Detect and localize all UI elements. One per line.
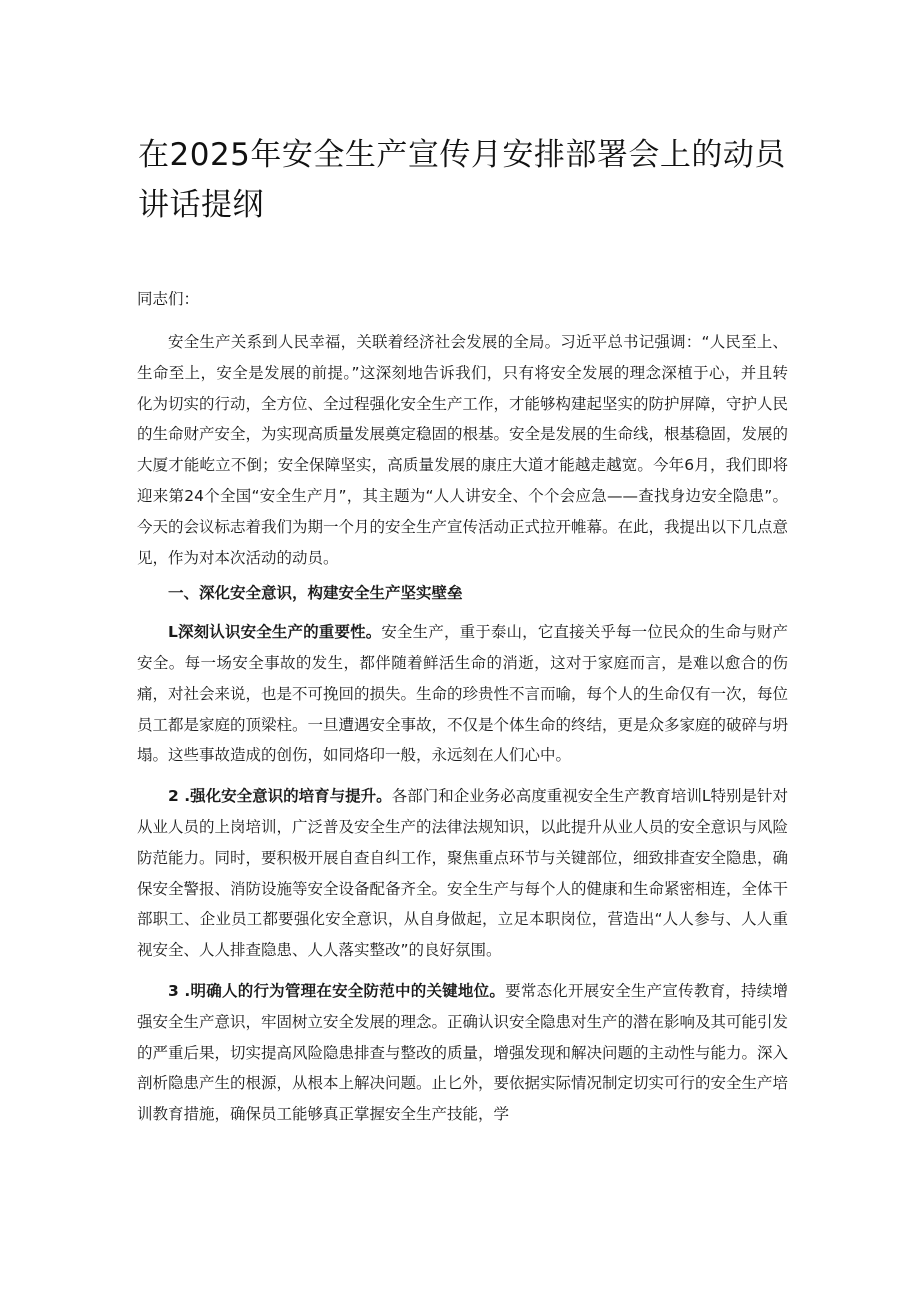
list-item-3-text: 要常态化开展安全生产宣传教育，持续增强安全生产意识，牢固树立安全发展的理念。正确认识安全隐患对生产的潜在影响及其可能引发的严重后果，切实提高风险隐患排查与整改的质量，增强发现和解决问题的主动性与能力。深入剖析隐患产生的根源，从根本上解决问题。止匕外，要依据实际情况制定切实可行的安全生产培训教育措施，确保员工能够真正掌握安全生产技能，学 (137, 981, 789, 1124)
list-item-1-text: 安全生产，重于泰山，它直接关乎每一位民众的生命与财产安全。每一场安全事故的发生，都伴随着鲜活生命的消逝，这对于家庭而言，是难以愈合的伤痛，对社会来说，也是不可挽回的损失。生命的珍贵性不言而喻，每个人的生命仅有一次，每位员工都是家庭的顶梁柱。一旦遭遇安全事故，不仅是个体生命的终结，更是众多家庭的破碎与坍塌。这些事故造成的创伤，如同烙印一般，永远刻在人们心中。 (137, 623, 789, 765)
list-item-1-lead: L深刻认识安全生产的重要性。 (168, 623, 382, 642)
section-heading: 一、深化安全意识，构建安全生产坚实壁垒 (168, 584, 463, 603)
list-item-2-lead: 2 .强化安全意识的培育与提升。 (168, 787, 392, 806)
document-title: 在2025年安全生产宣传月安排部署会上的动员讲话提纲 (138, 137, 786, 223)
list-item-2 (137, 781, 788, 966)
list-item-2-text: 各部门和企业务必高度重视安全生产教育培训L特别是针对从业人员的上岗培训，广泛普及安全生产的法律法规知识，以此提升从业人员的安全意识与风险防范能力。同时，要积极开展自查自纠工作，聚焦重点环节与关键部位，细致排查安全隐患，确保安全警报、消防设施等安全设备配备齐全。安全生产与每个人的健康和生命紧密相连，全体干部职工、企业员工都要强化安全意识，从自身做起，立足本职岗位，营造出“人人参与、人人重视安全、人人排查隐患、人人落实整改”的良好氛围。 (137, 787, 789, 960)
salutation: 同志们： (137, 290, 200, 308)
list-item-3-lead: 3 .明确人的行为管理在安全防范中的关键地位。 (168, 981, 506, 1000)
list-item-1 (137, 617, 788, 771)
document-body (137, 284, 788, 1135)
list-item-3 (137, 976, 788, 1130)
intro-paragraph: 安全生产关系到人民幸福，关联着经济社会发展的全局。习近平总书记强调：“人民至上、生命至上，安全是发展的前提。”这深刻地告诉我们，只有将安全发展的理念深植于心，并且转化为切实的行动，全方位、全过程强化安全生产工作，才能够构建起坚实的防护屏障，守护人民的生命财产安全，为实现高质量发展奠定稳固的根基。安全是发展的生命线，根基稳固，发展的大厦才能屹立不倒；安全保障坚实，高质量发展的康庄大道才能越走越宽。今年6月，我们即将迎来第24个全国“安全生产月”，其主题为“人人讲安全、个个会应急——查找身边安全隐患”。今天的会议标志着我们为期一个月的安全生产宣传活动正式拉开帷幕。在此，我提出以下几点意见，作为对本次活动的动员。 (137, 333, 789, 567)
